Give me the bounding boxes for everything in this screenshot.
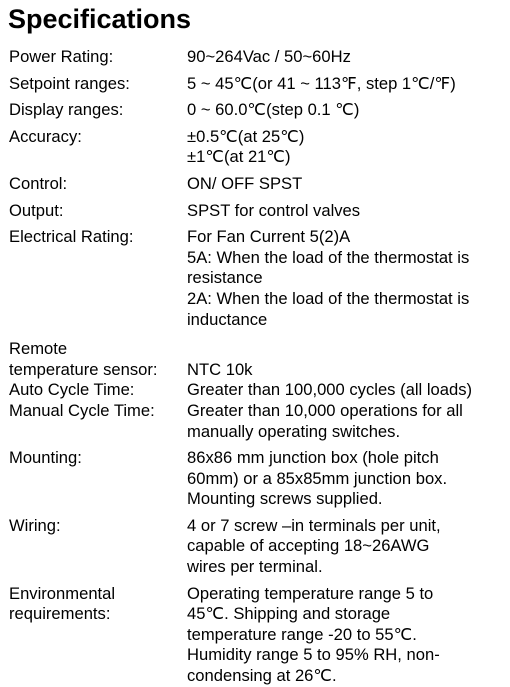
spec-value: ON/ OFF SPST xyxy=(187,173,303,193)
spec-value: SPST for control valves xyxy=(187,200,361,220)
spec-label: Manual Cycle Time: xyxy=(9,400,155,420)
spec-label: Environmental requirements: xyxy=(9,583,116,624)
spec-row-mounting xyxy=(9,448,507,510)
spec-row-environmental-requirements xyxy=(9,584,507,687)
spec-row-remote-sensor xyxy=(9,339,507,380)
spec-label: Control: xyxy=(9,173,68,193)
spec-value: NTC 10k xyxy=(187,359,253,379)
spec-row-power-rating xyxy=(9,47,507,68)
spec-value: 0 ~ 60.0℃(step 0.1 ℃) xyxy=(187,100,360,120)
spec-row-auto-cycle-time xyxy=(9,380,507,401)
spec-value: ±0.5℃(at 25℃) ±1℃(at 21℃) xyxy=(187,126,305,167)
spec-row-display-ranges xyxy=(9,100,507,121)
spec-row-manual-cycle-time xyxy=(9,401,507,442)
spec-value: 5 ~ 45℃(or 41 ~ 113℉, step 1℃/℉) xyxy=(187,73,456,93)
spec-list xyxy=(9,47,507,687)
spec-label: Accuracy: xyxy=(9,126,82,146)
spec-value: 86x86 mm junction box (hole pitch 60mm) or a 85x85mm junction box. Mounting screws supplied. xyxy=(187,448,448,509)
spec-value: Greater than 100,000 cycles (all loads) xyxy=(187,380,473,400)
spec-label: Mounting: xyxy=(9,448,82,468)
spec-value: 4 or 7 screw –in terminals per unit, capable of accepting 18~26AWG wires per terminal. xyxy=(187,515,441,577)
spec-label: Wiring: xyxy=(9,515,61,535)
spec-label: Remote temperature sensor: xyxy=(9,339,158,379)
spec-label: Electrical Rating: xyxy=(9,227,134,247)
spec-row-electrical-rating xyxy=(9,227,507,330)
spec-value: Operating temperature range 5 to 45℃. Shipping and storage temperature range -20 to 55℃. Humidity range 5 to 95% RH, non- condensing at 26℃. xyxy=(187,583,440,686)
spec-row-control xyxy=(9,174,507,195)
spec-label: Output: xyxy=(9,200,64,220)
spec-row-setpoint-ranges xyxy=(9,74,507,95)
spec-value: Greater than 10,000 operations for all manually operating switches. xyxy=(187,400,463,441)
spec-row-wiring xyxy=(9,516,507,578)
spec-label: Auto Cycle Time: xyxy=(9,380,135,400)
spec-label: Power Rating: xyxy=(9,47,114,66)
spec-value: For Fan Current 5(2)A 5A: When the load of the thermostat is resistance 2A: When the load of the thermostat is inductance xyxy=(187,227,470,329)
spec-value: 90~264Vac / 50~60Hz xyxy=(187,47,351,66)
spec-row-accuracy xyxy=(9,127,507,168)
spec-label: Setpoint ranges: xyxy=(9,73,130,93)
spec-label: Display ranges: xyxy=(9,100,124,120)
page-title: Specifications xyxy=(8,4,192,34)
spec-row-output xyxy=(9,201,507,222)
